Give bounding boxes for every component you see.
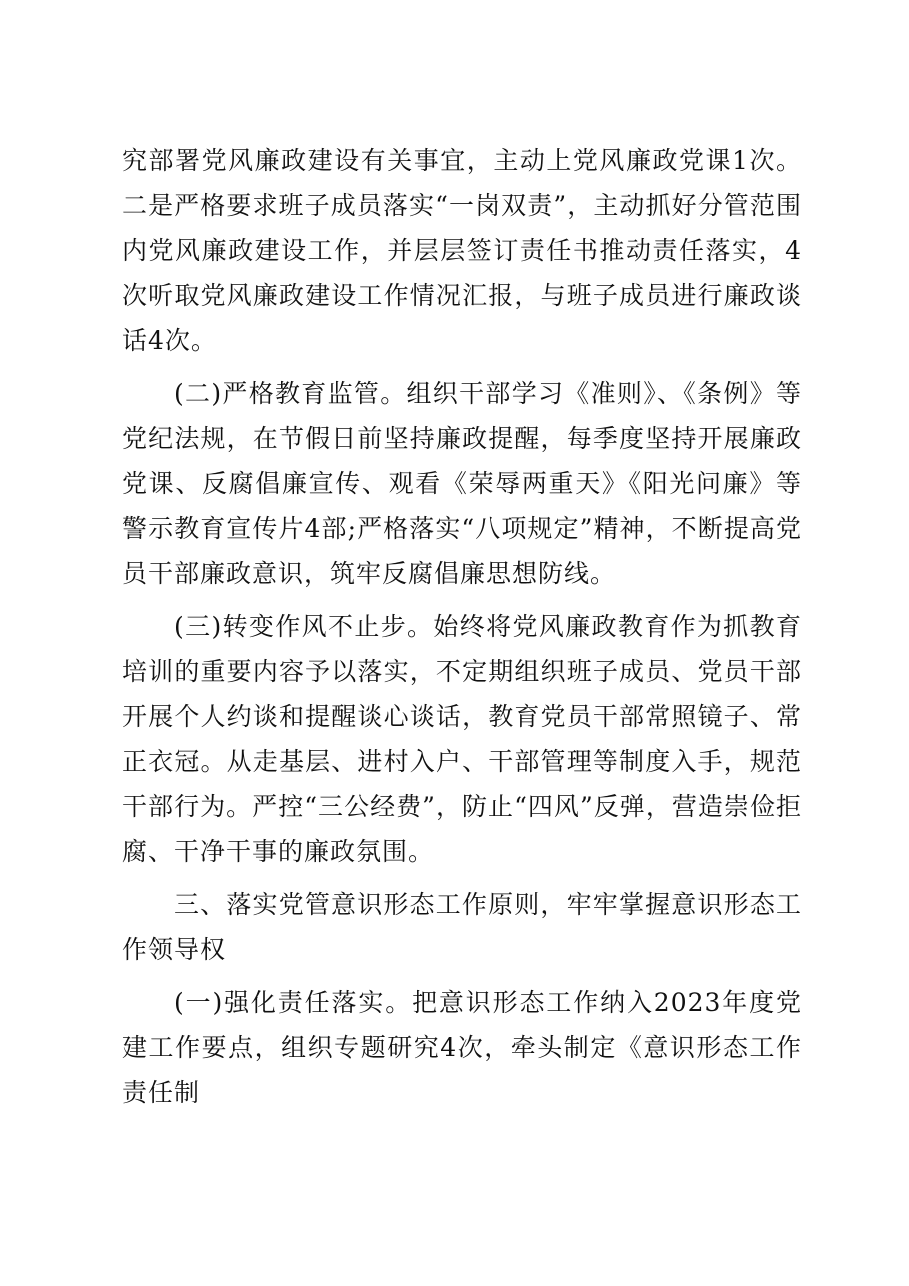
paragraph-education-supervision: (二)严格教育监管。组织干部学习《准则》、《条例》等党纪法规，在节假日前坚持廉政提醒，每季度坚持开展廉政党课、反腐倡廉宣传、观看《荣辱两重天》《阳光问廉》等警示教育宣传片4部;严格落实“八项规定”精神，不断提高党员干部廉政意识，筑牢反腐倡廉思想防线。 [122,379,802,588]
paragraph-party-conduct-duties: 究部署党风廉政建设有关事宜，主动上党风廉政党课1次。二是严格要求班子成员落实“一岗双责”，主动抓好分管范围内党风廉政建设工作，并层层签订责任书推动责任落实，4次听取党风廉政建设工作情况汇报，与班子成员进行廉政谈话4次。 [122,146,802,355]
paragraph-responsibility: (一)强化责任落实。把意识形态工作纳入2023年度党建工作要点，组织专题研究4次，牵头制定《意识形态工作责任制 [122,988,802,1107]
section-heading-ideology: 三、落实党管意识形态工作原则，牢牢掌握意识形态工作领导权 [122,890,802,964]
paragraph-work-style: (三)转变作风不止步。始终将党风廉政教育作为抓教育培训的重要内容予以落实，不定期组织班子成员、党员干部开展个人约谈和提醒谈心谈话，教育党员干部常照镜子、常正衣冠。从走基层、进村入户、干部管理等制度入手，规范干部行为。严控“三公经费”，防止“四风”反弹，营造崇俭拒腐、干净干事的廉政氛围。 [122,612,802,866]
document-body [122,138,802,1123]
